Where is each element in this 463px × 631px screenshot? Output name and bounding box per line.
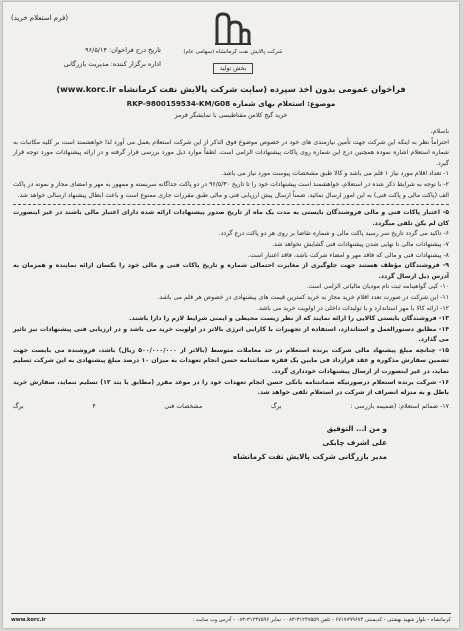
list-item: ۶- تاکید می گردد تاریخ سر رسید پاکت مالی و شماره تقاضا بر روی هر دو پاکت درج گردد. bbox=[218, 230, 449, 238]
divider bbox=[13, 204, 449, 205]
list-item: ۱- تعداد اقلام مورد نیاز ۱ قلم می باشد و کالا طبق مشخصات پیوست مورد نیاز می باشد. bbox=[221, 170, 449, 178]
issuing-office: اداره برگزار کننده: مدیریت بازرگانی bbox=[63, 60, 161, 68]
publish-date: تاریخ درج فراخوان: ۹۶/۵/۱۴ bbox=[85, 46, 161, 54]
intro-paragraph: احتراماً نظر به اینکه این شرکت جهت تأمین نیازمندی های خود در خصوص موضوع فوق الذکر از این شرکت استعلام بعمل می آورد لذا خواهشمند است بر کلیه مکاتبات به شماره استعلام اشاره نموده همچنین درج این شماره روی پاکات پیشنهادات الزامی است. لطفاً موارد ذیل مورد بررسی قرار گرفته و در ارائه پیشنهادات مورد توجه قرار گیرد. bbox=[13, 138, 449, 167]
form-label: (فرم استعلام خرید) bbox=[11, 14, 69, 22]
list-item: ۱۰- کپی گواهینامه ثبت نام مودیان مالیاتی الزامی است. bbox=[306, 283, 449, 291]
list-item: ۱۲- ارائه کالا با مهر استاندارد و یا تولیدات داخلی در اولویت خرید می باشد. bbox=[256, 304, 449, 312]
attachments-label: ۱۷- ضمائم استعلام: (ضمیمه بازرسی : bbox=[350, 402, 449, 410]
list-item: ۱۵- چنانچه مبلغ پیشنهاد مالی شرکت برنده استعلام در حد معاملات متوسط (بالاتر از ۵۰۰/۰۰۰/۰۰۰ ریال) باشد، فروشنده می بایست جهت تضمین سفارش مذکوره و عقد قرارداد فی مابین یک فقره ضمانتنامه حسن انجام تعهدات به میزان ۱۰ درصد مبلغ پیشنهادی به این شرکت تسلیم نماید، در غیر اینصورت از ارسال پیشنهادات خودداری گردد. bbox=[13, 346, 449, 376]
list-item: ۵- اعتبار پاکات فنی و مالی فروشندگان بایستی به مدت یک ماه از تاریخ صدور پیشنهادات ارائه شده دارای اعتبار مالی باشند در غیر اینصورت کان لم یکن تلقی میگردد. bbox=[13, 209, 449, 227]
company-name: شرکت پالایش نفت کرمانشاه (سهامی عام) bbox=[183, 49, 283, 55]
tech-spec-count: ۴ bbox=[92, 402, 96, 410]
closing-phrase: و من ا... التوفیق bbox=[326, 424, 387, 434]
list-item: ۱۶- شرکت برنده استعلام درصورتیکه ضمانتنامه بانکی حسن انجام تعهدات خود را در موعد مقرر (مطابق با بند ۱۲) تسلیم ننماید، سفارش خرید باطل و به منزله انصراف از شرکت در استعلام تلقی خواهد شد. bbox=[13, 378, 449, 397]
company-logo bbox=[183, 10, 283, 76]
signer-title: مدیر بازرگانی شرکت پالایش نفت کرمانشاه bbox=[233, 452, 387, 462]
document-page bbox=[3, 2, 459, 628]
footer-website: www.korc.ir bbox=[11, 617, 46, 623]
footer-address: کرمانشاه - بلوار شهید بهشتی - کدپستی ۶۷۱۷۷۹۹۶۷۴ - تلفن ۳۱۲۴۷۵۵۹-۰۸۳ - نمابر ۳۱۲۴۷۵۹۶-۰۸۳ - آدرس وب سایت : bbox=[192, 617, 451, 623]
refinery-logo-icon bbox=[213, 10, 253, 46]
document-body bbox=[13, 82, 449, 464]
signature-block bbox=[13, 422, 449, 464]
list-item: ۱۳- فروشندگان بایستی کالایی را ارائه نمایند که از نظر زیست محیطی و ایمنی شرایط لازم را دارا باشند. bbox=[129, 315, 449, 323]
document-meta bbox=[11, 43, 161, 71]
list-item: ۸- پیشنهادات فنی و مالی که فاقد مهر و امضاء شرکت باشد، فاقد اعتبار است. bbox=[247, 251, 449, 259]
attachments-row bbox=[13, 402, 449, 413]
document-subsubject: خرید گیج کلاس مقناطیسی با نمایشگر قرمز bbox=[174, 112, 288, 119]
department-box: بخش تولید bbox=[213, 63, 254, 74]
document-subject: موضوع: استعلام بهای شماره RKP-9800159534-KM/G08 bbox=[126, 99, 336, 108]
inspection-unit: برگ bbox=[270, 402, 282, 410]
list-item: ۱۴- مطابق دستورالعمل و استاندارد، استفاده از تجهیزات با کارایی انرژی بالاتر در اولویت خرید می باشد و در ارزیابی فنی پیشنهادات نیز تاثیر می گذارد. bbox=[13, 325, 449, 344]
tech-spec-unit: برگ bbox=[13, 402, 24, 410]
list-item: ۲- با توجه به شرایط ذکر شده در استعلام، خواهشمند است پیشنهادات خود را تا تاریخ ۹۶/۵/۳۰ در دو پاکت جداگانه سربسته و ممهور به مهر و امضای مجاز و نمونه در پاکت الف (پاکت مالی و پاکت فنی) به این امور ارسال نمائید. ضمناً ارسال پیش ارزیابی فنی و مالی طبق مقررات جاری ممنوع است و باعث ابطال پیشنهاد ارسالی خواهد شد. bbox=[13, 180, 449, 199]
list-item: ۷- پیشنهادات مالی تا نهایی شدن پیشنهادات فنی گشایش نخواهد شد. bbox=[272, 240, 449, 248]
footer bbox=[11, 613, 451, 624]
document-title: فراخوان عمومی بدون اخذ سپرده (سایت شرکت پالایش نفت کرمانشاه www.korc.ir) bbox=[56, 84, 406, 94]
signer-name: علی اشرف چابکی bbox=[322, 438, 387, 448]
tech-spec-label: مشخصات فنی bbox=[164, 402, 203, 410]
list-item: ۱۱- این شرکت در صورت تعدد اقلام خرید مجاز به خرید کمترین قیمت های پیشنهادی در خصوص هر قلم می باشد. bbox=[157, 293, 449, 301]
greeting: باسلام، bbox=[430, 128, 449, 135]
list-item: ۹- فروشندگان مؤظف هستند جهت جلوگیری از مغایرت احتمالی شماره و تاریخ پاکات فنی و مالی خود را یکسان ارائه نماینده و همزمان به آدرس ذیل ارسال گردد. bbox=[13, 262, 449, 280]
